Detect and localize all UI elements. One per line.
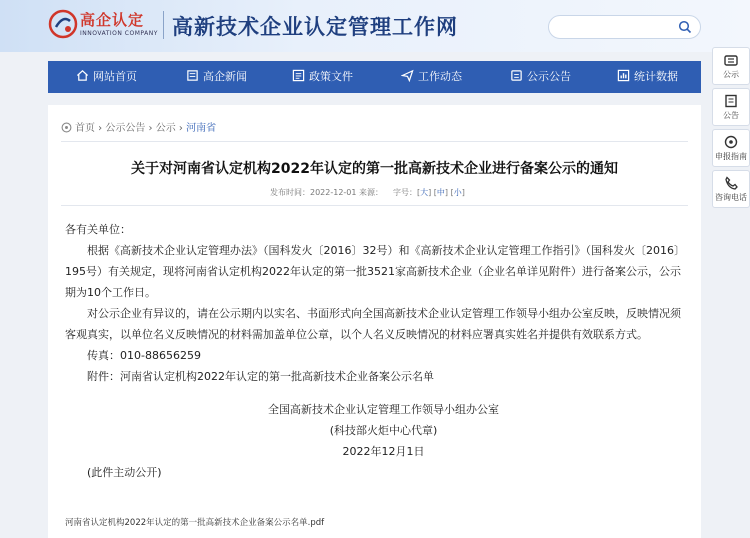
paragraph-2: 对公示企业有异议的，请在公示期内以实名、书面形式向全国高新技术企业认定管理工作领导小组办公室反映，反映情况须客观真实，以单位名义反映情况的材料需加盖单位公章，以个人名义反映情况的材料应署真实姓名并提供有效联系方式。 [65, 307, 681, 341]
guide-icon [723, 135, 739, 149]
font-size-medium-link[interactable]: 中 [436, 188, 445, 197]
site-logo[interactable] [48, 7, 158, 45]
logo-mark-icon [48, 9, 78, 39]
font-size-controls: 字号：[大] [中] [小] [393, 188, 465, 197]
nav-item-label: 政策文件 [309, 70, 353, 83]
attachment-line: 附件：河南省认定机构2022年认定的第一批高新技术企业备案公示名单 [87, 370, 434, 383]
nav-item-news[interactable] [186, 61, 247, 93]
header-bar [0, 0, 750, 52]
meta-divider [61, 205, 688, 206]
main-nav [48, 61, 701, 93]
breadcrumb-separator: › [175, 123, 187, 134]
location-icon [61, 122, 72, 133]
nav-item-policy[interactable] [292, 61, 353, 93]
paragraph-1: 根据《高新技术企业认定管理办法》（国科发火〔2016〕32号）和《高新技术企业认定管理工作指引》（国科发火〔2016〕195号）有关规定，现将河南省认定机构2022年认定的第一批3521家高新技术企业（企业名单详见附件）进行备案公示，公示期为10个工作日。 [65, 244, 685, 299]
nav-item-label: 高企新闻 [203, 70, 247, 83]
font-size-large-link[interactable]: 大 [420, 188, 429, 197]
policy-icon [292, 69, 305, 82]
nav-item-label: 公示公告 [527, 70, 571, 83]
logo-english-text: INNOVATION COMPANY [80, 30, 158, 37]
breadcrumb-notices[interactable]: 公示公告 [105, 123, 146, 134]
breadcrumb-separator: › [95, 123, 106, 134]
sidebar-item-label: 公示 [723, 70, 739, 79]
home-icon [76, 69, 89, 82]
article-panel [48, 105, 701, 538]
announcement-icon [723, 94, 739, 108]
sidebar-item-publicity[interactable] [712, 47, 750, 85]
font-size-label: 字号： [393, 188, 417, 197]
sidebar-item-label: 咨询电话 [715, 193, 747, 202]
phone-icon [723, 176, 739, 190]
search-input[interactable] [549, 18, 681, 40]
signature-seal: (科技部火炬中心代章) [329, 424, 438, 437]
send-icon [401, 69, 414, 82]
site-title: 高新技术企业认定管理工作网 [172, 15, 458, 39]
sidebar-item-guide[interactable] [712, 129, 750, 167]
sidebar-item-label: 申报指南 [715, 152, 747, 161]
sidebar-item-phone[interactable] [712, 170, 750, 208]
nav-item-home[interactable] [76, 61, 137, 93]
nav-item-notice[interactable] [510, 61, 571, 93]
sidebar-item-announcement[interactable] [712, 88, 750, 126]
fax-line: 传真：010-88656259 [87, 349, 201, 362]
breadcrumb-home[interactable]: 首页 [75, 123, 95, 134]
bulletin-icon [723, 53, 739, 67]
disclosure-note: (此件主动公开) [87, 466, 162, 479]
nav-item-label: 网站首页 [93, 70, 137, 83]
search-box [548, 15, 701, 39]
search-icon[interactable] [678, 20, 692, 34]
article-body [65, 219, 690, 483]
attachment-file-link[interactable]: 河南省认定机构2022年认定的第一批高新技术企业备案公示名单.pdf [65, 518, 325, 528]
breadcrumb [61, 119, 216, 134]
nav-item-stats[interactable] [617, 61, 678, 93]
font-size-small-link[interactable]: 小 [453, 188, 462, 197]
breadcrumb-current[interactable]: 河南省 [186, 123, 217, 134]
logo-divider [163, 11, 164, 39]
salutation: 各有关单位： [65, 223, 131, 236]
breadcrumb-separator: › [145, 123, 156, 134]
logo-chinese-text: 高企认定 [80, 11, 145, 29]
nav-item-work[interactable] [401, 61, 462, 93]
breadcrumb-divider [61, 141, 688, 142]
nav-item-label: 工作动态 [418, 70, 462, 83]
nav-item-label: 统计数据 [634, 70, 678, 83]
breadcrumb-publicity[interactable]: 公示 [155, 123, 176, 134]
stats-icon [617, 69, 630, 82]
news-icon [186, 69, 199, 82]
publish-info: 发布时间：2022-12-01 来源： [270, 188, 384, 197]
signature-date: 2022年12月1日 [342, 445, 425, 458]
article-title: 关于对河南省认定机构2022年认定的第一批高新技术企业进行备案公示的通知 [131, 161, 618, 177]
signature-office: 全国高新技术企业认定管理工作领导小组办公室 [268, 403, 499, 416]
notice-icon [510, 69, 523, 82]
sidebar-item-label: 公告 [723, 111, 739, 120]
